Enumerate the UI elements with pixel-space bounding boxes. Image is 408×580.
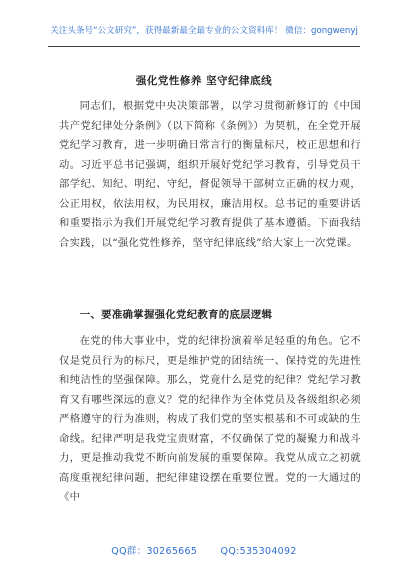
paragraph-intro: 同志们，根据党中央决策部署，以学习贯彻新修订的《中国共产党纪律处分条例》（以下简称《条例》）为契机，在全党开展党纪学习教育，进一步明确日常言行的衡量标尺，校正思想和行动。习近平总书记强调，组织开展好党纪学习教育，引导党员干部学纪、知纪、明纪、守纪，督促领导干部树立正确的权力观，公正用权，依法用权，为民用权，廉洁用权。总书记的重要讲话和重要指示为我们开展党纪学习教育提供了基本遵循。下面我结合实践，以“强化党性修养，坚守纪律底线”给大家上一次党课。: [59, 100, 361, 249]
document-title: 强化党性修养 坚守纪律底线: [135, 75, 273, 87]
section-heading-1: 一、要准确掌握强化党纪教育的底层逻辑: [79, 309, 273, 321]
header-divider: [48, 46, 360, 47]
paragraph-section-1: 在党的伟大事业中，党的纪律扮演着举足轻重的角色。它不仅是党员行为的标尺，更是维护党的团结统一、保持党的先进性和纯洁性的坚强保障。那么，党竟什么是党的纪律？党纪学习教育又有哪些深远的意义？党的纪律作为全体党员及各级组织必须严格遵守的行为准则，构成了我们党的坚实根基和不可或缺的生命线。纪律严明是我党宝贵财富，不仅确保了党的凝聚力和战斗力，更是推动我党不断向前发展的重要保障。我党从成立之初就高度重视纪律问题，把纪律建设摆在重要位置。党的一大通过的《中: [59, 335, 361, 503]
footer-qq-number: QQ:535304092: [220, 546, 297, 557]
footer-qq-group: QQ群：30265665: [111, 546, 198, 557]
footer-contact: [0, 543, 408, 557]
promo-header: 关注头条号“公文研究”，获得最新最全最专业的公文资料库！ 微信：gongwenyj: [50, 26, 358, 36]
